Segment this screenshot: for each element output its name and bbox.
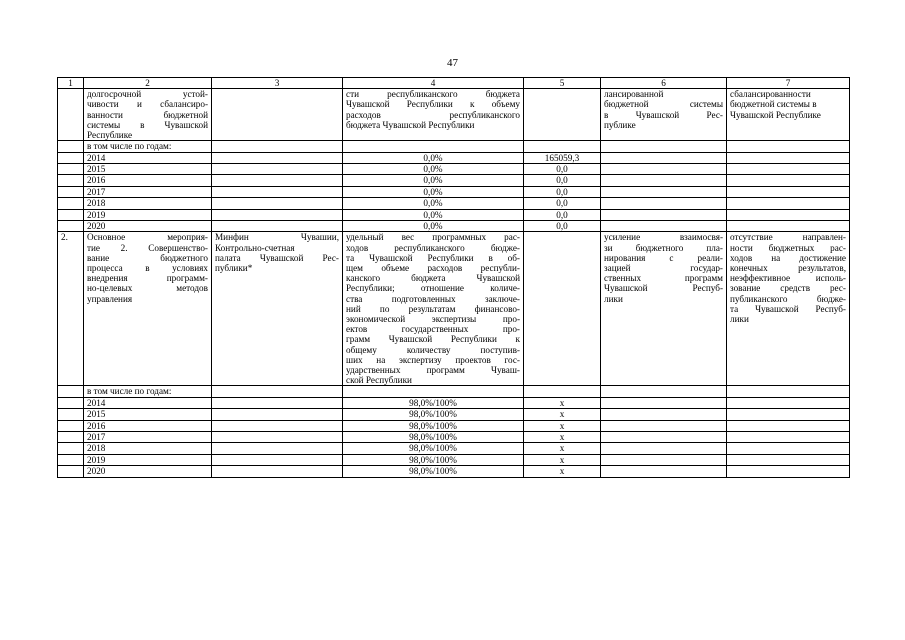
indicator-value-cell: 0,0% [343, 152, 524, 163]
amount-cell: 165059,3 [524, 152, 601, 163]
responsible-cell [212, 198, 343, 209]
year-cell: 2018 [84, 198, 212, 209]
year-row [58, 431, 850, 442]
text-line: внедрения программ- [87, 273, 208, 284]
text-line: зование средств рес- [730, 283, 846, 294]
indicator-value-cell: 0,0% [343, 198, 524, 209]
header-cell: 7 [727, 78, 850, 89]
text-line: отсутствие направлен- [730, 232, 846, 243]
year-row [58, 220, 850, 231]
amount-cell: 0,0 [524, 209, 601, 220]
responsible-cell [212, 186, 343, 197]
indicator-value-cell: 0,0% [343, 220, 524, 231]
num-cell [58, 409, 84, 420]
responsible-cell [212, 152, 343, 163]
text-line: лансированной [604, 89, 664, 100]
year-row [58, 186, 850, 197]
measure-cell [84, 89, 212, 141]
year-row [58, 409, 850, 420]
year-cell: 2018 [84, 443, 212, 454]
header-cell: 5 [524, 78, 601, 89]
text-line: ших на экспертизу проектов гос- [346, 354, 520, 365]
text-line: бюджетной системы в [730, 99, 817, 110]
consequence-cell [727, 89, 850, 141]
num-cell [58, 164, 84, 175]
consequence-cell [727, 232, 850, 386]
responsible-cell [212, 454, 343, 465]
year-row [58, 164, 850, 175]
text-line: ектов государственных про- [346, 324, 520, 335]
indicator-cell [343, 232, 524, 386]
expected-result-cell [601, 175, 727, 186]
text-line: ходов на достижение [730, 252, 846, 263]
num-cell [58, 397, 84, 408]
expected-result-cell [601, 220, 727, 231]
amount-cell: x [524, 397, 601, 408]
text-line: нирования с реали- [604, 252, 723, 263]
header-cell: 4 [343, 78, 524, 89]
text-line: долгосрочной устой- [87, 89, 208, 100]
indicator-value-cell: 98,0%/100% [343, 397, 524, 408]
page-number: 47 [447, 57, 458, 69]
year-row [58, 175, 850, 186]
empty-cell [343, 386, 524, 397]
amount-cell: x [524, 466, 601, 477]
year-row [58, 397, 850, 408]
text-line: Республики; отношение количе- [346, 283, 520, 294]
expected-result-cell [601, 186, 727, 197]
num-cell [58, 186, 84, 197]
text-line: публики* [215, 262, 253, 273]
consequence-cell [727, 397, 850, 408]
responsible-cell [212, 232, 343, 386]
year-row [58, 443, 850, 454]
text-line: публиканского бюдже- [730, 293, 846, 304]
expected-result-cell [601, 454, 727, 465]
responsible-cell [212, 89, 343, 141]
year-cell: 2015 [84, 164, 212, 175]
year-row [58, 152, 850, 163]
expected-result-cell [601, 443, 727, 454]
measure-row [58, 232, 850, 386]
text-line: расходов республиканского [346, 109, 520, 120]
responsible-cell [212, 220, 343, 231]
expected-result-cell [601, 431, 727, 442]
text-line: лики [730, 313, 749, 324]
indicator-value-cell: 0,0% [343, 186, 524, 197]
text-line: усиление взаимосвя- [604, 232, 723, 243]
text-line: сбалансированности [730, 89, 811, 100]
measure-cell [84, 232, 212, 386]
text-line: в Чувашской Рес- [604, 109, 723, 120]
year-row [58, 466, 850, 477]
text-line: ударственных программ Чуваш- [346, 364, 520, 375]
text-line: управления [87, 293, 133, 304]
header-row [58, 78, 850, 89]
expected-result-cell [601, 409, 727, 420]
indicator-value-cell: 0,0% [343, 164, 524, 175]
expected-result-cell [601, 164, 727, 175]
text-line: Республике [87, 130, 133, 141]
header-cell: 3 [212, 78, 343, 89]
text-line: системы в Чувашской [87, 119, 208, 130]
amount-cell: x [524, 454, 601, 465]
expected-result-cell [601, 232, 727, 386]
year-cell: 2017 [84, 431, 212, 442]
text-line: грамм Чувашской Республики к [346, 334, 520, 345]
indicator-cell [343, 89, 524, 141]
text-line: процесса в условиях [87, 262, 208, 273]
by-years-label: в том числе по годам: [84, 386, 212, 397]
text-line: экономической экспертизы про- [346, 313, 520, 324]
responsible-cell [212, 443, 343, 454]
num-cell [58, 198, 84, 209]
year-cell: 2019 [84, 454, 212, 465]
num-cell [58, 420, 84, 431]
by-years-row [58, 141, 850, 152]
num-cell: 2. [58, 232, 84, 386]
text-line: ственных программ [604, 273, 723, 284]
year-cell: 2017 [84, 186, 212, 197]
text-line: Минфин Чувашии, [215, 232, 339, 243]
indicator-value-cell: 98,0%/100% [343, 420, 524, 431]
year-cell: 2016 [84, 420, 212, 431]
program-table [57, 77, 850, 478]
text-line: ской Республики [346, 375, 412, 386]
expected-result-cell [601, 397, 727, 408]
consequence-cell [727, 220, 850, 231]
text-line: сти республиканского бюджета [346, 89, 520, 100]
responsible-cell [212, 164, 343, 175]
amount-cell: x [524, 409, 601, 420]
empty-cell [212, 386, 343, 397]
expected-result-cell [601, 466, 727, 477]
consequence-cell [727, 186, 850, 197]
text-line: тие 2. Совершенство- [87, 242, 208, 253]
indicator-value-cell: 98,0%/100% [343, 431, 524, 442]
consequence-cell [727, 420, 850, 431]
text-line: бюджетной системы [604, 99, 723, 110]
consequence-cell [727, 198, 850, 209]
year-cell: 2014 [84, 397, 212, 408]
text-line: ности бюджетных рас- [730, 242, 846, 253]
text-line: вание бюджетного [87, 252, 208, 263]
num-cell [58, 431, 84, 442]
consequence-cell [727, 409, 850, 420]
text-line: лики [604, 293, 623, 304]
indicator-value-cell: 0,0% [343, 175, 524, 186]
text-line: общему количеству поступив- [346, 344, 520, 355]
responsible-cell [212, 466, 343, 477]
num-cell [58, 454, 84, 465]
text-line: чивости и сбалансиро- [87, 99, 208, 110]
responsible-cell [212, 409, 343, 420]
year-row [58, 420, 850, 431]
num-cell [58, 175, 84, 186]
text-line: Основное мероприя- [87, 232, 208, 243]
continuation-row [58, 89, 850, 141]
consequence-cell [727, 164, 850, 175]
year-cell: 2014 [84, 152, 212, 163]
expected-result-cell [601, 198, 727, 209]
amount-cell [524, 89, 601, 141]
year-cell: 2015 [84, 409, 212, 420]
text-line: Чувашской Республике [730, 109, 821, 120]
responsible-cell [212, 175, 343, 186]
consequence-cell [727, 454, 850, 465]
amount-cell: x [524, 431, 601, 442]
expected-result-cell [601, 89, 727, 141]
text-line: удельный вес программных рас- [346, 232, 520, 243]
text-line: Чувашской Республики к объему [346, 99, 520, 110]
text-line: конечных результатов, [730, 262, 846, 273]
consequence-cell [727, 209, 850, 220]
indicator-value-cell: 98,0%/100% [343, 454, 524, 465]
text-line: ний по результатам финансово- [346, 303, 520, 314]
num-cell [58, 466, 84, 477]
year-row [58, 198, 850, 209]
text-line: публике [604, 119, 636, 130]
num-cell [58, 386, 84, 397]
amount-cell: x [524, 420, 601, 431]
consequence-cell [727, 466, 850, 477]
responsible-cell [212, 209, 343, 220]
amount-cell: 0,0 [524, 164, 601, 175]
text-line: та Чувашской Республики в об- [346, 252, 520, 263]
year-cell: 2020 [84, 220, 212, 231]
text-line: канского бюджета Чувашской [346, 273, 520, 284]
by-years-label: в том числе по годам: [84, 141, 212, 152]
indicator-value-cell: 98,0%/100% [343, 409, 524, 420]
text-line: Чувашской Респуб- [604, 283, 723, 294]
header-cell: 2 [84, 78, 212, 89]
empty-cell [727, 386, 850, 397]
num-cell [58, 152, 84, 163]
consequence-cell [727, 152, 850, 163]
year-cell: 2019 [84, 209, 212, 220]
text-line: ства подготовленных заключе- [346, 293, 520, 304]
consequence-cell [727, 175, 850, 186]
empty-cell [601, 386, 727, 397]
responsible-cell [212, 420, 343, 431]
text-line: но-целевых методов [87, 283, 208, 294]
by-years-row [58, 386, 850, 397]
expected-result-cell [601, 420, 727, 431]
num-cell [58, 89, 84, 141]
text-line: палата Чувашской Рес- [215, 252, 339, 263]
amount-cell: 0,0 [524, 186, 601, 197]
num-cell [58, 220, 84, 231]
amount-cell: 0,0 [524, 198, 601, 209]
amount-cell: x [524, 443, 601, 454]
text-line: неэффективное исполь- [730, 273, 846, 284]
expected-result-cell [601, 152, 727, 163]
header-cell: 1 [58, 78, 84, 89]
empty-cell [524, 386, 601, 397]
text-line: зи бюджетного пла- [604, 242, 723, 253]
text-line: бюджета Чувашской Республики [346, 119, 475, 130]
indicator-value-cell: 0,0% [343, 209, 524, 220]
amount-cell: 0,0 [524, 220, 601, 231]
consequence-cell [727, 443, 850, 454]
indicator-value-cell: 98,0%/100% [343, 443, 524, 454]
year-cell: 2020 [84, 466, 212, 477]
responsible-cell [212, 397, 343, 408]
text-line: Контрольно-счетная [215, 242, 295, 253]
text-line: ходов республиканского бюдже- [346, 242, 520, 253]
amount-cell [524, 232, 601, 386]
consequence-cell [727, 431, 850, 442]
text-line: зацией государ- [604, 262, 723, 273]
header-cell: 6 [601, 78, 727, 89]
year-row [58, 454, 850, 465]
indicator-value-cell: 98,0%/100% [343, 466, 524, 477]
responsible-cell [212, 431, 343, 442]
num-cell [58, 443, 84, 454]
text-line: та Чувашской Респуб- [730, 303, 846, 314]
text-line: щем объеме расходов республи- [346, 262, 520, 273]
year-row [58, 209, 850, 220]
year-cell: 2016 [84, 175, 212, 186]
num-cell [58, 209, 84, 220]
text-line: ванности бюджетной [87, 109, 208, 120]
amount-cell: 0,0 [524, 175, 601, 186]
expected-result-cell [601, 209, 727, 220]
